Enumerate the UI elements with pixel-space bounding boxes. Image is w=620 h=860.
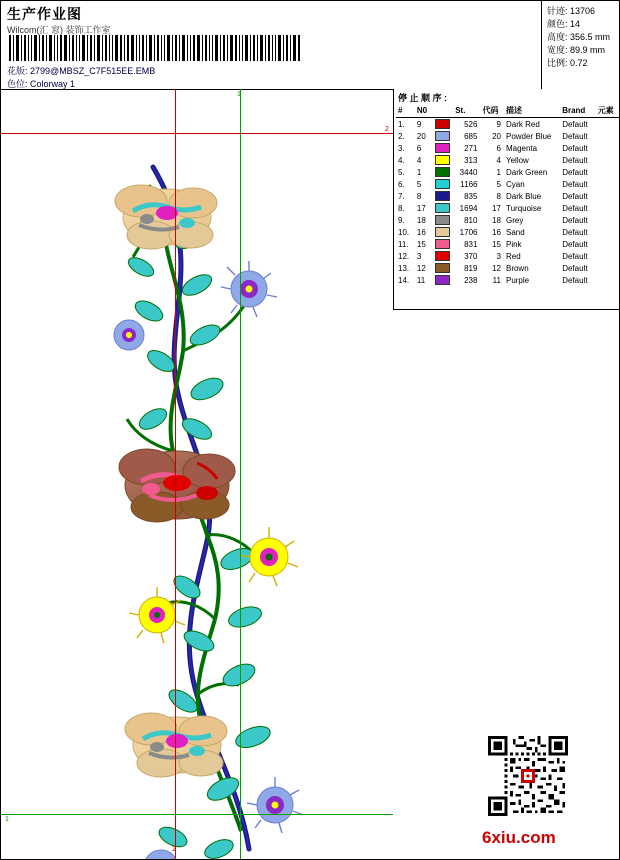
row-index: 14. [398,275,410,285]
row-brand: Default [562,263,588,273]
row-index: 4. [398,155,405,165]
row-index: 8. [398,203,405,213]
header-vertical-divider [541,1,542,89]
row-needle-no: 8 [416,191,422,201]
guideline-vertical-green [240,89,241,859]
colorway-label: 色位: [7,79,28,89]
meta-colors-label: 颜色: [547,19,568,29]
row-color-name: Sand [505,227,525,237]
row-color-name: Grey [505,215,524,225]
meta-colors-value: 14 [570,19,581,29]
row-thread-code: 4 [496,155,501,165]
table-row[interactable] [396,202,620,214]
color-sequence-table [396,105,620,286]
row-thread-code: 9 [496,119,501,129]
software-subtitle: Wilcom(汇 窓) 装饰工作室 [7,25,111,35]
color-sequence-title: 停 止 顺 序 : [398,93,447,103]
row-stitch-count: 526 [464,119,478,129]
row-stitch-count: 1166 [460,179,478,189]
row-thread-code: 6 [496,143,501,153]
color-swatch [433,118,454,131]
row-brand: Default [562,179,588,189]
color-swatch [433,130,454,142]
col-brand: Brand [560,105,596,118]
row-needle-no: 3 [416,251,422,261]
table-row[interactable] [396,250,620,262]
color-swatch [433,250,454,262]
row-color-name: Pink [505,239,522,249]
col-element: 元素 [596,105,620,118]
row-stitch-count: 685 [464,131,478,141]
col-stitches: St. [453,105,480,118]
row-color-name: Red [505,251,521,261]
meta-width-value: 89.9 mm [570,45,606,55]
meta-stitches [547,5,610,18]
row-thread-code: 5 [496,179,501,189]
row-brand: Default [562,275,588,285]
meta-width-label: 宽度: [547,45,568,55]
table-row[interactable] [396,214,620,226]
row-element [596,214,620,226]
col-code: 代码 [480,105,504,118]
row-brand: Default [562,251,588,261]
row-stitch-count: 819 [464,263,478,273]
meta-scale-label: 比例: [547,58,568,68]
page-title: 生产作业图 [7,6,82,22]
table-row[interactable] [396,166,620,178]
row-brand: Default [562,227,588,237]
row-color-name: Dark Green [505,167,548,177]
site-brand: 6xiu.com [482,828,556,847]
color-swatch [433,166,454,178]
row-element [596,226,620,238]
color-swatch [433,142,454,154]
design-code-line [7,64,155,77]
color-swatch [433,214,454,226]
table-row[interactable] [396,130,620,142]
row-needle-no: 16 [416,227,426,237]
row-needle-no: 17 [416,203,426,213]
row-stitch-count: 370 [464,251,478,261]
table-row[interactable] [396,178,620,190]
color-sequence-panel [393,89,620,310]
row-element [596,274,620,286]
color-swatch [433,178,454,190]
row-thread-code: 16 [492,227,501,237]
row-color-name: Dark Blue [505,191,542,201]
row-index: 6. [398,179,405,189]
color-swatch [433,202,454,214]
design-code-label: 花版: [7,66,28,76]
axis-label-red-right: 2 [385,126,389,133]
col-swatch [433,105,454,118]
row-needle-no: 1 [416,167,422,177]
row-element [596,178,620,190]
color-swatch [433,238,454,250]
meta-colors [547,18,610,31]
table-row[interactable] [396,142,620,154]
guideline-vertical-red [175,89,176,859]
row-stitch-count: 810 [464,215,478,225]
row-needle-no: 5 [416,179,422,189]
row-color-name: Powder Blue [505,131,552,141]
axis-label-green-top: 1 [237,91,241,98]
meta-scale [547,57,610,70]
meta-height [547,31,610,44]
row-element [596,166,620,178]
row-stitch-count: 831 [464,239,478,249]
table-row[interactable] [396,154,620,166]
table-row[interactable] [396,262,620,274]
row-thread-code: 8 [496,191,501,201]
row-thread-code: 11 [492,275,501,285]
design-metadata [547,5,610,70]
guideline-horizontal-green [1,814,393,815]
row-stitch-count: 271 [464,143,478,153]
row-thread-code: 18 [492,215,501,225]
table-row[interactable] [396,274,620,286]
row-needle-no: 11 [416,275,426,285]
row-brand: Default [562,167,588,177]
row-element [596,190,620,202]
row-element [596,238,620,250]
row-index: 12. [398,251,410,261]
row-element [596,118,620,131]
row-thread-code: 17 [492,203,501,213]
guideline-horizontal-red [1,133,393,134]
meta-scale-value: 0.72 [570,58,588,68]
col-desc: 描述 [504,105,560,118]
row-thread-code: 1 [496,167,501,177]
embroidery-artwork [1,89,393,859]
table-row[interactable] [396,190,620,202]
row-brand: Default [562,155,588,165]
col-index: # [396,105,415,118]
axis-label-red-bottom: 2 [172,846,176,853]
table-row[interactable] [396,118,620,131]
row-stitch-count: 238 [464,275,478,285]
row-index: 5. [398,167,405,177]
row-index: 3. [398,143,405,153]
meta-width [547,44,610,57]
table-row[interactable] [396,238,620,250]
row-brand: Default [562,119,588,129]
row-element [596,250,620,262]
row-index: 2. [398,131,405,141]
row-stitch-count: 3440 [459,167,478,177]
row-index: 10. [398,227,410,237]
row-brand: Default [562,131,588,141]
colorway-value: Colorway 1 [30,79,76,89]
row-element [596,154,620,166]
row-brand: Default [562,215,588,225]
row-element [596,262,620,274]
row-element [596,142,620,154]
meta-height-label: 高度: [547,32,568,42]
row-color-name: Magenta [505,143,538,153]
row-color-name: Purple [505,275,530,285]
row-needle-no: 12 [416,263,426,273]
row-brand: Default [562,191,588,201]
row-thread-code: 15 [492,239,501,249]
row-index: 1. [398,119,405,129]
qr-code[interactable] [488,736,568,816]
row-color-name: Dark Red [505,119,540,129]
row-element [596,130,620,142]
row-index: 11. [398,239,409,249]
row-stitch-count: 313 [464,155,478,165]
row-needle-no: 18 [416,215,426,225]
table-header-row [396,105,620,118]
design-code-value: 2799@MBSZ_C7F515EE.EMB [30,66,156,76]
row-thread-code: 20 [492,131,501,141]
row-stitch-count: 1694 [459,203,478,213]
row-color-name: Brown [505,263,529,273]
axis-label-green-bottom: 1 [5,816,9,823]
color-swatch [433,154,454,166]
row-color-name: Yellow [505,155,529,165]
table-row[interactable] [396,226,620,238]
row-index: 9. [398,215,405,225]
row-needle-no: 20 [416,131,426,141]
row-stitch-count: 1706 [459,227,478,237]
color-swatch [433,262,454,274]
row-brand: Default [562,239,588,249]
row-needle-no: 4 [416,155,422,165]
row-color-name: Cyan [505,179,525,189]
row-color-name: Turquoise [505,203,542,213]
design-canvas[interactable] [1,89,393,859]
color-swatch [433,226,454,238]
row-thread-code: 12 [492,263,501,273]
row-element [596,202,620,214]
row-needle-no: 9 [416,119,422,129]
row-needle-no: 6 [416,143,422,153]
color-swatch [433,274,454,286]
row-brand: Default [562,143,588,153]
row-stitch-count: 835 [464,191,478,201]
meta-stitches-value: 13706 [570,6,596,16]
row-thread-code: 3 [496,251,501,261]
meta-stitches-label: 针迹: [547,6,568,16]
col-no: N0 [415,105,433,118]
row-brand: Default [562,203,588,213]
color-swatch [433,190,454,202]
meta-height-value: 356.5 mm [570,32,611,42]
row-index: 7. [398,191,405,201]
row-index: 13. [398,263,410,273]
row-needle-no: 15 [416,239,426,249]
barcode [7,35,302,61]
